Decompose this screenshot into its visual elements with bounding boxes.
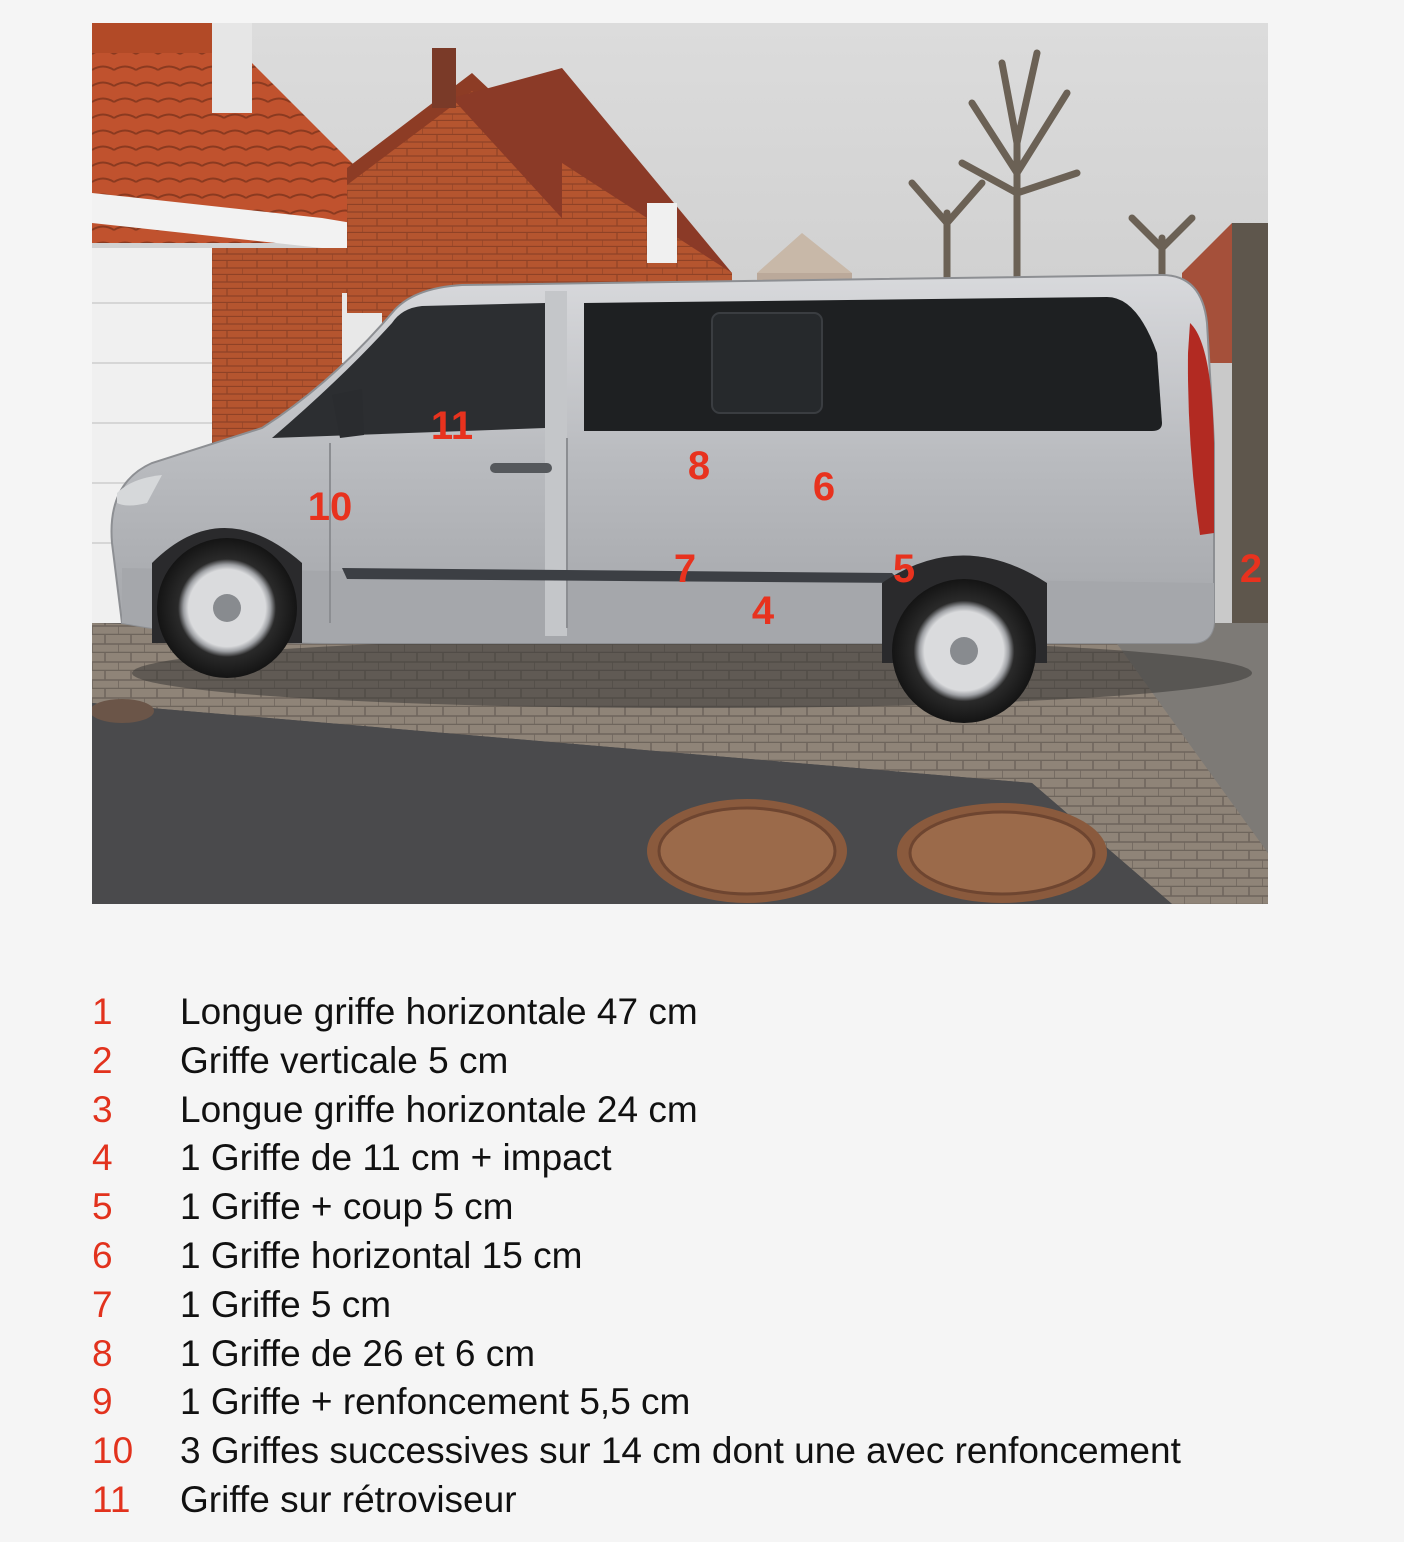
legend-number: 10	[92, 1430, 134, 1472]
legend-number: 2	[92, 1039, 113, 1081]
legend-text: Longue griffe horizontale 24 cm	[180, 1088, 698, 1130]
legend-number: 4	[92, 1137, 113, 1179]
legend-number: 6	[92, 1234, 113, 1276]
legend-row	[92, 1232, 1382, 1281]
legend-number: 7	[92, 1283, 113, 1325]
damage-marker-2: 2	[1239, 547, 1263, 591]
legend-text: Griffe sur rétroviseur	[180, 1478, 517, 1520]
legend-text: Longue griffe horizontale 47 cm	[180, 991, 698, 1032]
legend-number: 8	[92, 1332, 113, 1374]
legend-row	[92, 1378, 1382, 1427]
legend-row	[92, 1086, 1382, 1135]
legend-row	[92, 1134, 1382, 1183]
legend-text: 1 Griffe de 26 et 6 cm	[180, 1332, 536, 1374]
legend-text: Griffe verticale 5 cm	[180, 1039, 509, 1081]
damage-marker-10: 10	[307, 485, 353, 529]
legend-text: 1 Griffe 5 cm	[180, 1283, 392, 1325]
legend-text: 1 Griffe de 11 cm + impact	[180, 1137, 612, 1179]
legend-row	[92, 1183, 1382, 1232]
legend-number: 9	[92, 1381, 113, 1423]
van-illustration	[92, 23, 1268, 904]
legend-number: 5	[92, 1186, 113, 1228]
legend-text: 1 Griffe + renfoncement 5,5 cm	[180, 1381, 691, 1423]
legend-row	[92, 988, 1382, 1037]
damage-marker-6: 6	[812, 465, 836, 509]
damage-marker-7: 7	[673, 547, 697, 591]
damage-marker-4: 4	[751, 589, 775, 633]
legend-row	[92, 1037, 1382, 1086]
damage-marker-5: 5	[892, 547, 916, 591]
damage-marker-11: 11	[430, 404, 474, 448]
legend-text: 3 Griffes successives sur 14 cm dont une avec renfoncement	[180, 1430, 1181, 1472]
damage-marker-8: 8	[687, 444, 711, 488]
legend-text: 1 Griffe + coup 5 cm	[180, 1186, 514, 1228]
legend-row	[92, 1427, 1382, 1476]
legend-number: 3	[92, 1088, 113, 1130]
legend-row	[92, 1476, 1382, 1525]
legend-row	[92, 1330, 1382, 1379]
legend-row	[92, 1281, 1382, 1330]
legend-text: 1 Griffe horizontal 15 cm	[180, 1234, 583, 1276]
van-photo	[92, 23, 1268, 904]
legend-number: 11	[92, 1478, 131, 1520]
legend-number: 1	[92, 991, 113, 1032]
damage-legend	[92, 988, 1382, 1525]
